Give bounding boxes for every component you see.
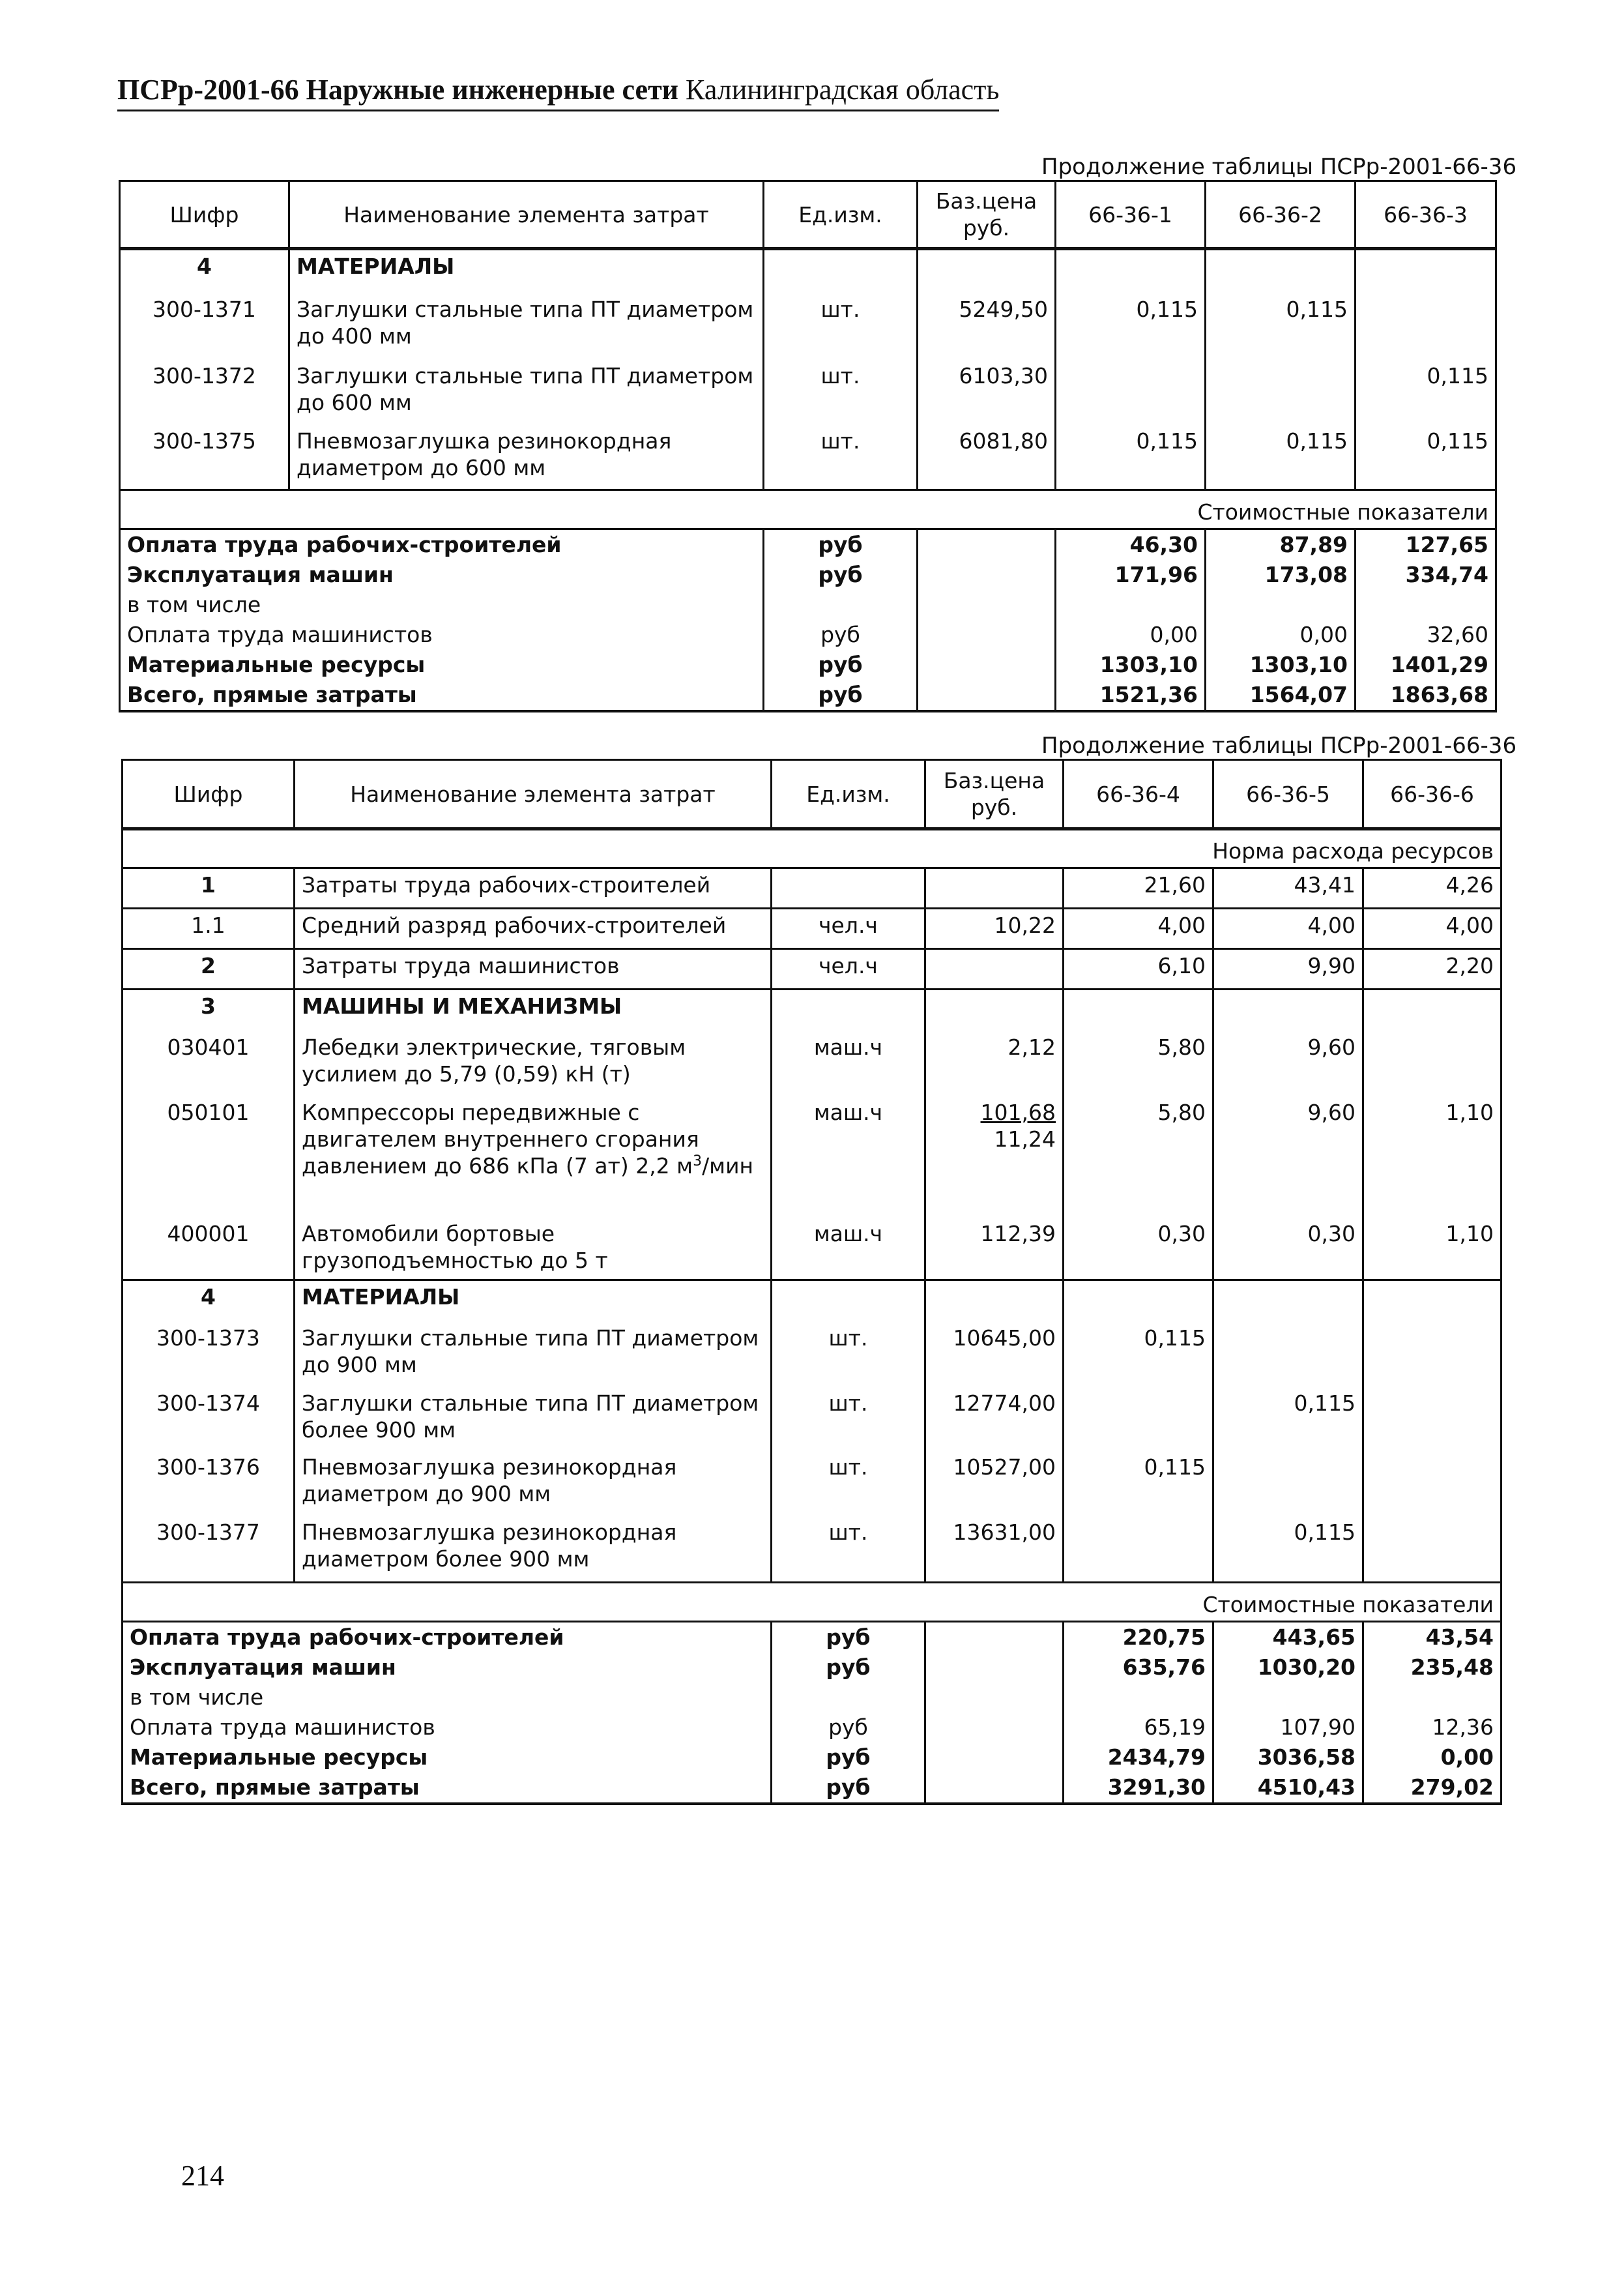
cost-c3: 127,65 — [1356, 529, 1496, 561]
col-code: Шифр — [123, 760, 295, 829]
section-name: МАТЕРИАЛЫ — [289, 249, 764, 293]
table1 — [119, 180, 1497, 712]
cost-title-row — [120, 490, 1496, 529]
col-name: Наименование элемента затрат — [289, 181, 764, 249]
cost-label: в том числе — [120, 590, 764, 620]
cost-label: Всего, прямые затраты — [120, 680, 764, 711]
table-row: 300-1373 Заглушки стальные типа ПТ диаметром до 900 мм шт. 10645,00 0,115 — [123, 1322, 1501, 1387]
row-c1: 0,115 — [1056, 293, 1206, 360]
row-unit: шт. — [764, 360, 918, 425]
table2 — [121, 759, 1502, 1805]
table2-header — [123, 760, 1501, 829]
section-row: 3 МАШИНЫ И МЕХАНИЗМЫ — [123, 990, 1501, 1031]
doc-region: Калининградская область — [686, 74, 1000, 106]
cost-c3: 1401,29 — [1356, 650, 1496, 680]
col-price: Баз.цена руб. — [925, 760, 1064, 829]
cost-c2: 1303,10 — [1206, 650, 1356, 680]
cost-c1: 46,30 — [1056, 529, 1206, 561]
row-c3: 0,115 — [1356, 360, 1496, 425]
cost-c1: 171,96 — [1056, 560, 1206, 590]
cost-row — [120, 529, 1496, 561]
row-price: 6081,80 — [918, 425, 1056, 490]
cost-c1: 1303,10 — [1056, 650, 1206, 680]
col-66-36-5: 66-36-5 — [1213, 760, 1363, 829]
page-number: 214 — [181, 2160, 224, 2192]
section-row: 4 МАТЕРИАЛЫ — [123, 1280, 1501, 1322]
table-row: 300-1377 Пневмозаглушка резинокордная диаметром более 900 мм шт. 13631,00 0,115 — [123, 1516, 1501, 1583]
row-code: 300-1371 — [120, 293, 289, 360]
cost-c2: 173,08 — [1206, 560, 1356, 590]
cost-c3: 32,60 — [1356, 620, 1496, 650]
col-66-36-4: 66-36-4 — [1064, 760, 1213, 829]
col-name: Наименование элемента затрат — [295, 760, 772, 829]
cost-row: Материальные ресурсы руб 2434,79 3036,58 0,00 — [123, 1742, 1501, 1772]
cost-row: Оплата труда рабочих-строителей руб 220,75 443,65 43,54 — [123, 1622, 1501, 1653]
cost-row — [120, 680, 1496, 711]
table2-continuation: Продолжение таблицы ПСРр-2001-66-36 — [1041, 733, 1517, 759]
cost-unit: руб — [764, 650, 918, 680]
table1-continuation: Продолжение таблицы ПСРр-2001-66-36 — [1041, 154, 1517, 180]
col-code: Шифр — [120, 181, 289, 249]
col-66-36-3: 66-36-3 — [1356, 181, 1496, 249]
row-c1: 0,115 — [1056, 425, 1206, 490]
table-row — [120, 293, 1496, 360]
cost-label: Эксплуатация машин — [120, 560, 764, 590]
col-66-36-6: 66-36-6 — [1363, 760, 1501, 829]
cost-title: Стоимостные показатели — [120, 490, 1496, 529]
cost-row: Оплата труда машинистов руб 65,19 107,90 12,36 — [123, 1712, 1501, 1742]
col-unit: Ед.изм. — [772, 760, 925, 829]
doc-code: ПСРр-2001-66 — [117, 74, 299, 106]
row-c2: 0,115 — [1206, 293, 1356, 360]
table1-header — [120, 181, 1496, 249]
row-price: 6103,30 — [918, 360, 1056, 425]
cost-unit: руб — [764, 529, 918, 561]
cost-c2: 87,89 — [1206, 529, 1356, 561]
col-66-36-2: 66-36-2 — [1206, 181, 1356, 249]
table-row: 1.1 Средний разряд рабочих-строителей чел.ч 10,22 4,00 4,00 4,00 — [123, 909, 1501, 949]
cost-title: Стоимостные показатели — [123, 1583, 1501, 1622]
row-c2 — [1206, 360, 1356, 425]
section-row — [120, 249, 1496, 293]
row-name: Пневмозаглушка резинокордная диаметром до 600 мм — [289, 425, 764, 490]
cost-row — [120, 590, 1496, 620]
norm-title-row — [123, 829, 1501, 868]
table-row: 300-1376 Пневмозаглушка резинокордная диаметром до 900 мм шт. 10527,00 0,115 — [123, 1451, 1501, 1516]
col-price: Баз.цена руб. — [918, 181, 1056, 249]
cost-row — [120, 650, 1496, 680]
table-row: 400001 Автомобили бортовые грузоподъемностью до 5 т маш.ч 112,39 0,30 0,30 1,10 — [123, 1218, 1501, 1280]
cost-c3: 1863,68 — [1356, 680, 1496, 711]
row-price: 5249,50 — [918, 293, 1056, 360]
cost-label: Оплата труда рабочих-строителей — [120, 529, 764, 561]
table-row: 030401 Лебедки электрические, тяговым усилием до 5,79 (0,59) кН (т) маш.ч 2,12 5,80 9,60 — [123, 1031, 1501, 1096]
cost-row: Эксплуатация машин руб 635,76 1030,20 235,48 — [123, 1652, 1501, 1682]
row-unit: шт. — [764, 293, 918, 360]
cost-label: Оплата труда машинистов — [120, 620, 764, 650]
row-name: Компрессоры передвижные с двигателем внутреннего сгорания давлением до 686 кПа (7 ат) 2,2 $м^3$/мин — [295, 1096, 772, 1218]
row-unit: шт. — [764, 425, 918, 490]
table-row: 050101 Компрессоры передвижные с двигателем внутреннего сгорания давлением до 686 кПа (7 ат) 2,2 $м^3$/мин маш.ч 101,68 11,24 5,80 9,60 1,10 — [123, 1096, 1501, 1218]
col-66-36-1: 66-36-1 — [1056, 181, 1206, 249]
cost-c3: 334,74 — [1356, 560, 1496, 590]
cost-row — [120, 560, 1496, 590]
cost-row — [120, 620, 1496, 650]
table-row — [120, 425, 1496, 490]
cost-c1: 0,00 — [1056, 620, 1206, 650]
row-name: Заглушки стальные типа ПТ диаметром до 400 мм — [289, 293, 764, 360]
cost-label: Материальные ресурсы — [120, 650, 764, 680]
row-price: 101,68 11,24 — [925, 1096, 1064, 1218]
row-name: Заглушки стальные типа ПТ диаметром до 600 мм — [289, 360, 764, 425]
cost-row: Всего, прямые затраты руб 3291,30 4510,43 279,02 — [123, 1772, 1501, 1804]
doc-title: Наружные инженерные сети — [306, 74, 679, 106]
cost-unit: руб — [764, 620, 918, 650]
cost-c1: 1521,36 — [1056, 680, 1206, 711]
cost-title-row — [123, 1583, 1501, 1622]
table-row: 2 Затраты труда машинистов чел.ч 6,10 9,90 2,20 — [123, 949, 1501, 990]
row-c3 — [1356, 293, 1496, 360]
row-code: 300-1375 — [120, 425, 289, 490]
norm-title: Норма расхода ресурсов — [123, 829, 1501, 868]
table-row: 1 Затраты труда рабочих-строителей 21,60 43,41 4,26 — [123, 868, 1501, 909]
table-row — [120, 360, 1496, 425]
cost-c2: 1564,07 — [1206, 680, 1356, 711]
cost-unit: руб — [764, 560, 918, 590]
row-code: 300-1372 — [120, 360, 289, 425]
section-code: 4 — [120, 249, 289, 293]
row-c2: 0,115 — [1206, 425, 1356, 490]
col-unit: Ед.изм. — [764, 181, 918, 249]
table-row: 300-1374 Заглушки стальные типа ПТ диаметром более 900 мм шт. 12774,00 0,115 — [123, 1387, 1501, 1451]
cost-c2: 0,00 — [1206, 620, 1356, 650]
row-c1 — [1056, 360, 1206, 425]
cost-row: в том числе — [123, 1682, 1501, 1712]
cost-unit: руб — [764, 680, 918, 711]
page-header — [117, 70, 999, 111]
row-c3: 0,115 — [1356, 425, 1496, 490]
